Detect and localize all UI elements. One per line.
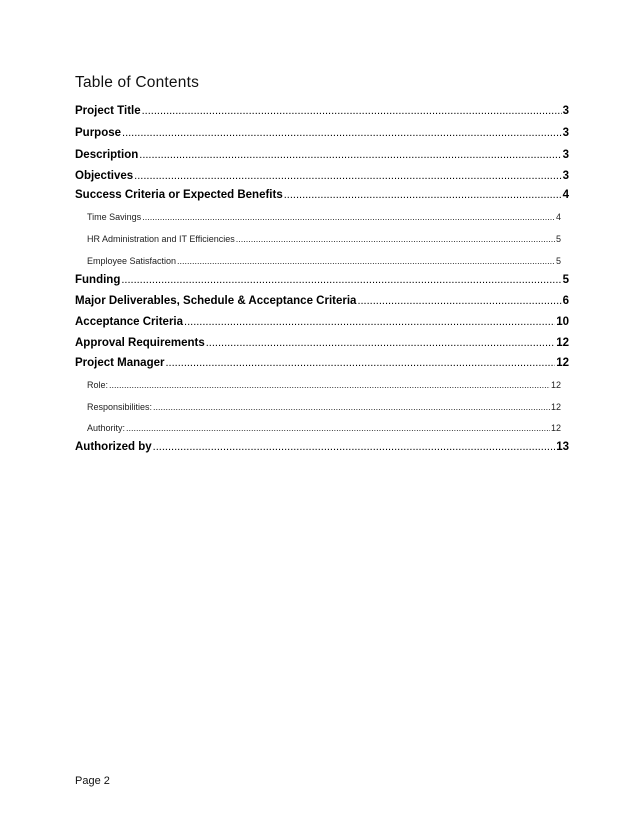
toc-entry-page: 5: [562, 274, 569, 286]
toc-entry-title: Major Deliverables, Schedule & Acceptance Criteria: [75, 295, 357, 307]
dot-leader: [122, 127, 562, 139]
toc-entry-title: Responsibilities:: [87, 402, 153, 412]
toc-entry-page: 10: [556, 316, 569, 328]
toc-entry-page: 4: [555, 212, 561, 222]
toc-entry-page: 12: [556, 357, 569, 369]
toc-entry-title: Time Savings: [87, 212, 142, 222]
toc-entry-success-criteria[interactable]: [75, 189, 569, 201]
toc-entry-title: Objectives: [75, 170, 134, 182]
toc-entry-title: Employee Satisfaction: [87, 256, 177, 266]
toc-entry-page: 3: [562, 149, 569, 161]
dot-leader: [184, 316, 555, 328]
toc-entry-title: Authority:: [87, 423, 126, 433]
toc-entry-title: Purpose: [75, 127, 122, 139]
toc-entry-funding[interactable]: [75, 274, 569, 286]
dot-leader: [153, 441, 556, 453]
toc-entry-page: 12: [550, 402, 561, 412]
toc-entry-page: 5: [555, 234, 561, 244]
toc-entry-title: Role:: [87, 380, 109, 390]
toc-entry-title: Acceptance Criteria: [75, 316, 184, 328]
toc-entry-title: Funding: [75, 274, 121, 286]
toc-entry-page: 12: [556, 337, 569, 349]
toc-entry-title: HR Administration and IT Efficiencies: [87, 234, 235, 244]
toc-entry-page: 3: [562, 105, 569, 117]
toc-entry-time-savings[interactable]: [87, 212, 561, 222]
toc-entry-title: Project Manager: [75, 357, 165, 369]
toc-entry-authorized-by[interactable]: [75, 441, 569, 453]
dot-leader: [142, 105, 562, 117]
toc-entry-responsibilities[interactable]: [87, 402, 561, 412]
toc-entry-title: Authorized by: [75, 441, 152, 453]
dot-leader: [177, 256, 555, 266]
dot-leader: [236, 234, 555, 244]
toc-entry-purpose[interactable]: [75, 127, 569, 139]
dot-leader: [134, 170, 561, 182]
toc-entry-page: 3: [562, 127, 569, 139]
toc-entry-page: 4: [562, 189, 569, 201]
toc-entry-description[interactable]: [75, 149, 569, 161]
dot-leader: [284, 189, 562, 201]
toc-entry-page: 12: [550, 380, 561, 390]
toc-entry-employee-satisfaction[interactable]: [87, 256, 561, 266]
toc-heading: Table of Contents: [75, 74, 200, 91]
dot-leader: [139, 149, 561, 161]
dot-leader: [109, 380, 550, 390]
toc-entry-page: 3: [562, 170, 569, 182]
dot-leader: [126, 423, 550, 433]
dot-leader: [121, 274, 561, 286]
toc-entry-hr-administration[interactable]: [87, 234, 561, 244]
toc-entry-project-title[interactable]: [75, 105, 569, 117]
toc-entry-project-manager[interactable]: [75, 357, 569, 369]
toc-entry-role[interactable]: [87, 380, 561, 390]
toc-entry-approval-requirements[interactable]: [75, 337, 569, 349]
toc-entry-page: 12: [550, 423, 561, 433]
toc-entry-title: Description: [75, 149, 139, 161]
toc-entry-authority[interactable]: [87, 423, 561, 433]
toc-entry-title: Approval Requirements: [75, 337, 205, 349]
dot-leader: [206, 337, 555, 349]
dot-leader: [357, 295, 561, 307]
toc-entry-page: 6: [562, 295, 569, 307]
toc-entry-page: 5: [555, 256, 561, 266]
dot-leader: [142, 212, 555, 222]
toc-entry-acceptance-criteria[interactable]: [75, 316, 569, 328]
toc-entry-title: Project Title: [75, 105, 141, 117]
dot-leader: [165, 357, 555, 369]
dot-leader: [153, 402, 550, 412]
page-number-footer: Page 2: [75, 775, 110, 787]
toc-entry-page: 13: [556, 441, 569, 453]
toc-entry-objectives[interactable]: [75, 170, 569, 182]
toc-entry-major-deliverables[interactable]: [75, 295, 569, 307]
toc-entry-title: Success Criteria or Expected Benefits: [75, 189, 283, 201]
